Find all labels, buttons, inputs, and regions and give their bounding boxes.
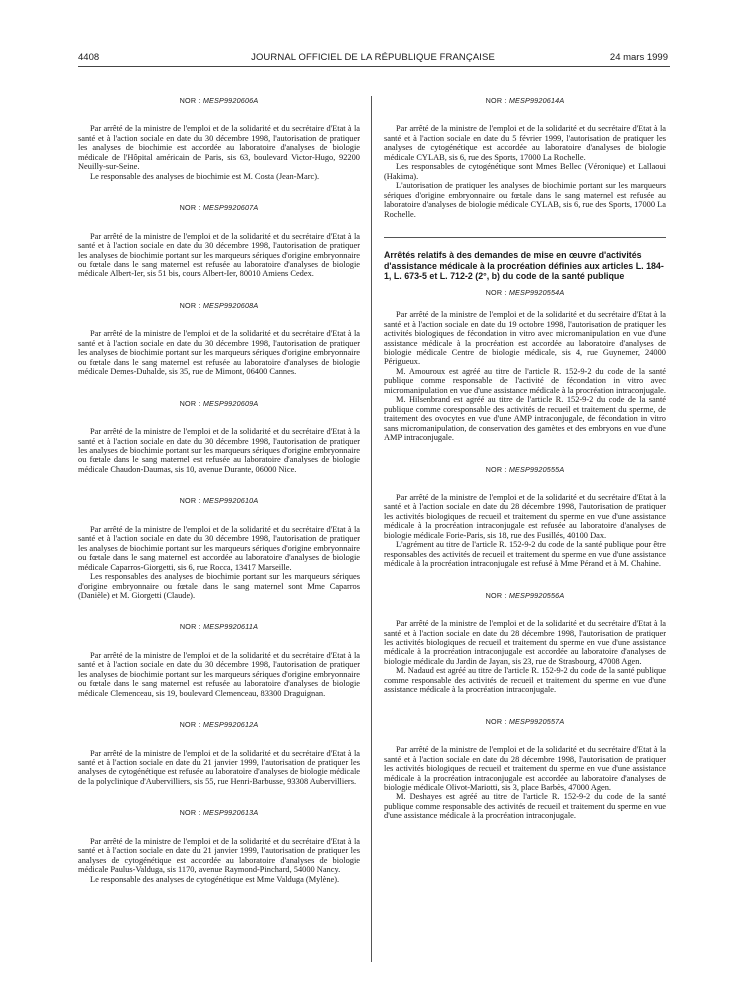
- nor-reference: NOR : MESP9920614A: [485, 96, 565, 105]
- nor-reference: NOR : MESP9920609A: [179, 398, 259, 408]
- nor-reference: NOR : MESP9920612A: [179, 720, 259, 730]
- decree-paragraph: M. Amouroux est agréé au titre de l'article R. 152-9-2 du code de la santé publique comme responsable de l'activité de fécondation in vitro avec micromanipulation en vue d'une assistance médicale à la procréation intraconjugale.: [384, 366, 666, 395]
- issue-date: 24 mars 1999: [609, 52, 668, 63]
- nor-reference: NOR : MESP9920611A: [179, 622, 259, 632]
- decree-paragraph: M. Hilsenbrand est agréé au titre de l'article R. 152-9-2 du code de la santé publique comme coresponsable des activités de recueil et traitement du sperme, de traitement des ovocytes en vue d'une AMP intraconjugale, de fécondation in vitro sans micromanipulation, de conservation des gamètes et des embryons en vue d'une AMP intraconjugale.: [384, 395, 666, 443]
- nor-reference: NOR : MESP9920606A: [179, 96, 259, 105]
- decree-paragraph: M. Nadaud est agréé au titre de l'article R. 152-9-2 du code de la santé publique comme responsable des activités de recueil et traitement du sperme en vue d'une assistance médicale à la procréation intraconjugale.: [384, 666, 666, 695]
- decree-block: [384, 288, 666, 443]
- decree-block: [78, 96, 360, 181]
- nor-reference: NOR : MESP9920554A: [485, 287, 565, 297]
- decree-block: [78, 720, 360, 786]
- decree-paragraph: Les responsables des analyses de biochimie portant sur les marqueurs sériques d'origine embryonnaire ou fœtale dans le sang maternel sont Mme Caparros (Danièle) et M. Giorgetti (Claude).: [78, 572, 360, 600]
- decree-paragraph: Par arrêté de la ministre de l'emploi et de la solidarité et du secrétaire d'Etat à la santé et à l'action sociale en date du 30 décembre 1998, l'autorisation de pratiquer les analyses de biochimie portant sur les marqueurs sériques d'origine embryonnaire ou fœtale dans le sang maternel est refusée au laboratoire d'analyses de biologie médicale Albert-Ier, sis 51 bis, cours Albert-Ier, 80010 Amiens Cedex.: [78, 231, 360, 279]
- nor-reference: NOR : MESP9920557A: [485, 716, 565, 726]
- left-column: [78, 96, 360, 884]
- decree-block: [384, 96, 666, 219]
- decree-paragraph: Par arrêté de la ministre de l'emploi et de la solidarité et du secrétaire d'Etat à la santé et à l'action sociale en date du 30 décembre 1998, l'autorisation de pratiquer les analyses de biochimie portant sur les marqueurs sériques d'origine embryonnaire ou fœtale dans le sang maternel est refusée au laboratoire d'analyses de biologie médicale Clemenceau, sis 19, boulevard Clemenceau, 83300 Draguignan.: [78, 650, 360, 698]
- decree-paragraph: Par arrêté de la ministre de l'emploi et de la solidarité et du secrétaire d'Etat à la santé et à l'action sociale en date du 28 décembre 1998, l'autorisation de pratiquer les activités biologiques de recueil et traitement du sperme en vue d'une assistance médicale à la procréation intraconjugale est accordée au laboratoire d'analyses de biologie médicale Olivot-Mariotti, sis 3, place Barbès, 47000 Agen.: [384, 745, 666, 792]
- decree-paragraph: Par arrêté de la ministre de l'emploi et de la solidarité et du secrétaire d'Etat à la santé et à l'action sociale en date du 30 décembre 1998, l'autorisation de pratiquer les analyses de biochimie portant sur les marqueurs sériques d'origine embryonnaire ou fœtale dans le sang maternel est refusée au laboratoire d'analyses de biologie médicale Chaudon-Daumas, sis 10, avenue Durante, 06000 Nice.: [78, 427, 360, 474]
- column-divider: [371, 96, 372, 962]
- nor-reference: NOR : MESP9920610A: [179, 496, 259, 506]
- decree-paragraph: Par arrêté de la ministre de l'emploi et de la solidarité et du secrétaire d'Etat à la santé et à l'action sociale en date du 21 janvier 1999, l'autorisation de pratiquer les analyses de cytogénétique est refusée au laboratoire d'analyses de biologie médicale de la polyclinique d'Aubervilliers, sis 55, rue Henri-Barbusse, 93308 Aubervilliers.: [78, 748, 360, 786]
- decree-paragraph: Le responsable des analyses de cytogénétique est Mme Valduga (Mylène).: [90, 874, 340, 884]
- header-rule: [78, 66, 670, 67]
- decree-paragraph: Par arrêté de la ministre de l'emploi et de la solidarité et du secrétaire d'Etat à la santé et à l'action sociale en date du 28 décembre 1998, l'autorisation de pratiquer les activités biologiques de recueil et traitement du sperme en vue d'une assistance médicale à la procréation intraconjugale est accordée au laboratoire d'analyses de biologie médicale du Jardin de Jayan, sis 23, rue de Strasbourg, 47008 Agen.: [384, 619, 666, 666]
- decree-paragraph: Par arrêté de la ministre de l'emploi et de la solidarité et du secrétaire d'Etat à la santé et à l'action sociale en date du 30 décembre 1998, l'autorisation de pratiquer les analyses de biochimie est accordée au laboratoire d'analyses de biologie médicale de l'Hôpital américain de Paris, sis 63, boulevard Victor-Hugo, 92200 Neuilly-sur-Seine.: [78, 124, 360, 172]
- page-number: 4408: [78, 52, 100, 63]
- decree-paragraph: Les responsables de cytogénétique sont Mmes Bellec (Véronique) et Lallaoui (Hakima).: [384, 162, 666, 181]
- page-header: [78, 52, 668, 66]
- decree-paragraph: Par arrêté de la ministre de l'emploi et de la solidarité et du secrétaire d'Etat à la santé et à l'action sociale en date du 30 décembre 1998, l'autorisation de pratiquer les analyses de biochimie portant sur les marqueurs sériques d'origine embryonnaire ou fœtale dans le sang maternel est refusée au laboratoire d'analyses de biologie médicale Demes-Duhalde, sis 35, rue de Mimont, 06400 Cannes.: [78, 329, 360, 377]
- section-title: Arrêtés relatifs à des demandes de mise en œuvre d'activités d'assistance médicale à la procréation définies aux articles L. 184-1, L. 673-5 et L. 712-2 (2°, b) du code de la santé publique: [384, 249, 664, 282]
- decree-paragraph: Par arrêté de la ministre de l'emploi et de la solidarité et du secrétaire d'Etat à la santé et à l'action sociale en date du 5 février 1999, l'autorisation de pratiquer les analyses de cytogénétique est accordée au laboratoire d'analyses de biologie médicale CYLAB, sis 6, rue des Sports, 17000 La Rochelle.: [384, 124, 666, 162]
- decree-paragraph: L'autorisation de pratiquer les analyses de biochimie portant sur les marqueurs sériques d'origine embryonnaire ou fœtale dans le sang maternel est refusée au laboratoire d'analyses de biologie médicale CYLAB, sis 6, rue des Sports, 17000 La Rochelle.: [384, 181, 666, 219]
- decree-paragraph: Par arrêté de la ministre de l'emploi et de la solidarité et du secrétaire d'Etat à la santé et à l'action sociale en date du 19 octobre 1998, l'autorisation de pratiquer les activités biologiques de fécondation in vitro avec micromanipulation en vue d'une assistance médicale à la procréation est accordée au laboratoire d'analyses de biologie médicale Centre de biologie médicale, sis 4, rue Guynemer, 24000 Périgueux.: [384, 310, 666, 367]
- decree-paragraph: Par arrêté de la ministre de l'emploi et de la solidarité et du secrétaire d'Etat à la santé et à l'action sociale en date du 21 janvier 1999, l'autorisation de pratiquer les analyses de cytogénétique est accordée au laboratoire d'analyses de biologie médicale Paulus-Valduga, sis 1170, avenue Raymond-Pinchard, 54000 Nancy.: [78, 836, 360, 875]
- decree-paragraph: L'agrément au titre de l'article R. 152-9-2 du code de la santé publique pour être responsables des activités de recueil et traitement du sperme en vue d'une assistance médicale à la procréation intraconjugale est refusé à Mme Pérand et à M. Chahine.: [384, 540, 666, 569]
- decree-block: [78, 808, 360, 884]
- decree-block: [78, 203, 360, 279]
- decree-block: [384, 465, 666, 569]
- decree-block: [78, 399, 360, 475]
- section-separator: [384, 237, 666, 238]
- decree-block: [384, 591, 666, 695]
- nor-reference: NOR : MESP9920556A: [485, 590, 565, 600]
- decree-block: [78, 496, 360, 600]
- nor-reference: NOR : MESP9920613A: [179, 808, 259, 818]
- decree-paragraph: Le responsable des analyses de biochimie est M. Costa (Jean-Marc).: [90, 171, 320, 181]
- nor-reference: NOR : MESP9920555A: [485, 464, 565, 474]
- journal-title: JOURNAL OFFICIEL DE LA RÉPUBLIQUE FRANÇAISE: [251, 52, 495, 63]
- decree-paragraph: Par arrêté de la ministre de l'emploi et de la solidarité et du secrétaire d'Etat à la santé et à l'action sociale en date du 28 décembre 1998, l'autorisation de pratiquer les activités biologiques de recueil et traitement du sperme en vue d'une assistance médicale à la procréation intraconjugale est refusée au laboratoire d'analyses de biologie médicale Forie-Paris, sis 18, rue des Fusillés, 40100 Dax.: [384, 493, 666, 540]
- decree-block: [384, 717, 666, 821]
- decree-block: [78, 301, 360, 377]
- decree-paragraph: Par arrêté de la ministre de l'emploi et de la solidarité et du secrétaire d'Etat à la santé et à l'action sociale en date du 30 décembre 1998, l'autorisation de pratiquer les analyses de biochimie portant sur les marqueurs sériques d'origine embryonnaire ou fœtale dans le sang maternel est accordée au laboratoire d'analyses de biologie médicale Caparros-Giorgetti, sis 6, rue Rocca, 13417 Marseille.: [78, 524, 360, 572]
- nor-reference: NOR : MESP9920608A: [179, 300, 259, 310]
- nor-reference: NOR : MESP9920607A: [179, 203, 259, 213]
- decree-block: [78, 622, 360, 698]
- decree-paragraph: M. Deshayes est agréé au titre de l'article R. 152-9-2 du code de la santé publique comme responsable des activités de recueil et traitement du sperme en vue d'une assistance médicale à la procréation intraconjugale.: [384, 792, 666, 821]
- right-column: [384, 96, 666, 821]
